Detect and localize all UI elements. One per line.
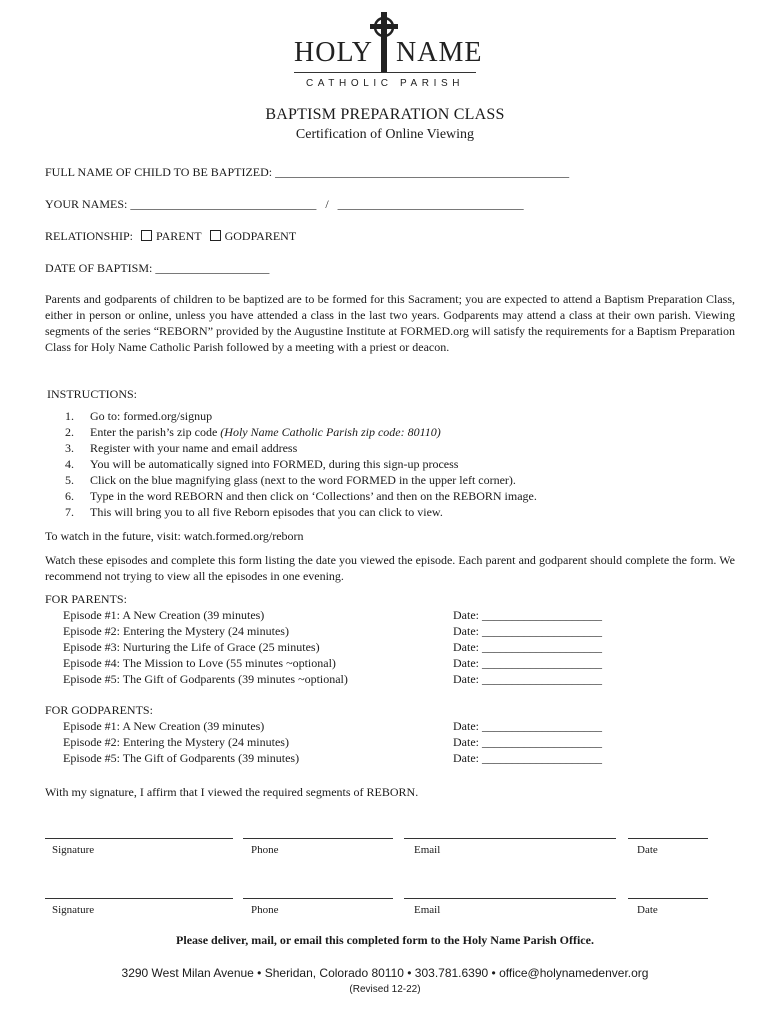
logo-subtitle: CATHOLIC PARISH [305,78,465,89]
date-label-1: Date [637,844,658,856]
date-of-baptism-field[interactable]: DATE OF BAPTISM: ___________________ [45,261,270,275]
parent-episode-list [63,607,348,687]
date-label-2: Date [637,904,658,916]
instruction-step [65,440,537,456]
episode-date-field[interactable]: Date: ____________________ [453,672,602,686]
intro-paragraph: Parents and godparents of children to be baptized are to be formed for this Sacrament; you are expected to attend a Baptism Preparation Class, either in person or online, unless you have attended a class in the last two years. Godparents may attend a class at their own parish. Viewing segments of the series “REBORN” provided by the Augustine Institute at FORMED.org will satisfy the requirements for a Baptism Preparation Class for Holy Name Catholic Parish followed by a meeting with a priest or deacon. [45,292,735,354]
parish-address: 3290 West Milan Avenue • Sheridan, Colorado 80110 • 303.781.6390 • office@holynamedenver.org [121,966,649,980]
page-subtitle: Certification of Online Viewing [295,127,475,142]
watch-future-text: To watch in the future, visit: watch.formed.org/reborn [45,529,304,543]
godparent-option-label: GODPARENT [224,229,297,243]
phone-line-2[interactable] [243,898,393,899]
step-text: Enter the parish’s zip code [90,425,221,439]
step-number: 3. [65,441,74,455]
step-italic-text: (Holy Name Catholic Parish zip code: 80110) [220,425,441,439]
step-text: Register with your name and email address [90,441,298,455]
godparent-date-list [453,718,602,766]
page-title: BAPTISM PREPARATION CLASS [265,106,505,123]
episode-item: Episode #5: The Gift of Godparents (39 minutes) [63,751,300,765]
logo-rule [294,72,476,73]
episode-item: Episode #1: A New Creation (39 minutes) [63,719,265,733]
step-number: 7. [65,505,74,519]
child-name-field[interactable]: FULL NAME OF CHILD TO BE BAPTIZED: _________________________________________________ [45,165,570,179]
step-text: Go to: formed.org/signup [90,409,213,423]
parish-logo [290,10,483,90]
godparents-heading: FOR GODPARENTS: [45,703,153,717]
email-label-1: Email [414,844,441,856]
step-number: 4. [65,457,74,471]
email-label-2: Email [414,904,441,916]
episode-date-field[interactable]: Date: ____________________ [453,656,602,670]
instruction-step [65,504,537,520]
email-line-1[interactable] [404,838,616,839]
episode-item: Episode #5: The Gift of Godparents (39 minutes ~optional) [63,672,348,686]
episode-date-field[interactable]: Date: ____________________ [453,751,602,765]
signature-line-2[interactable] [45,898,233,899]
date-line-2[interactable] [628,898,708,899]
phone-label-1: Phone [251,844,279,856]
logo-word-name: NAME [396,37,483,68]
logo-word-holy: HOLY [294,37,373,68]
step-text: This will bring you to all five Reborn episodes that you can click to view. [90,505,443,519]
watch-paragraph: Watch these episodes and complete this form listing the date you viewed the episode. Each parent and godparent should complete the form. We recommend not trying to view all the episodes in one evening. [45,553,735,583]
revision-note: (Revised 12-22) [349,984,421,995]
instruction-step [65,424,537,440]
email-line-2[interactable] [404,898,616,899]
instruction-step [65,408,537,424]
episode-date-field[interactable]: Date: ____________________ [453,640,602,654]
godparent-episode-list [63,718,299,766]
instruction-step [65,456,537,472]
instructions-heading: INSTRUCTIONS: [47,387,138,401]
phone-label-2: Phone [251,904,279,916]
episode-item: Episode #4: The Mission to Love (55 minutes ~optional) [63,656,336,670]
instruction-step [65,472,537,488]
signature-label-1: Signature [52,844,95,856]
step-text: You will be automatically signed into FORMED, during this sign-up process [90,457,459,471]
step-number: 1. [65,409,74,423]
parent-date-list [453,607,602,687]
step-number: 2. [65,425,74,439]
parent-option-label: PARENT [156,229,202,243]
step-text: Click on the blue magnifying glass (next to the word FORMED in the upper left corner). [90,473,516,487]
signature-label-2: Signature [52,904,95,916]
episode-date-field[interactable]: Date: ____________________ [453,719,602,733]
episode-item: Episode #2: Entering the Mystery (24 minutes) [63,735,289,749]
date-line-1[interactable] [628,838,708,839]
episode-item: Episode #3: Nurturing the Life of Grace (25 minutes) [63,640,320,654]
step-number: 6. [65,489,74,503]
deliver-instructions: Please deliver, mail, or email this completed form to the Holy Name Parish Office. [176,933,594,947]
affirmation-text: With my signature, I affirm that I viewed the required segments of REBORN. [45,785,419,799]
step-number: 5. [65,473,74,487]
godparent-checkbox[interactable] [210,230,221,241]
episode-item: Episode #2: Entering the Mystery (24 minutes) [63,624,289,638]
phone-line-1[interactable] [243,838,393,839]
episode-date-field[interactable]: Date: ____________________ [453,735,602,749]
signature-line-1[interactable] [45,838,233,839]
parents-heading: FOR PARENTS: [45,592,127,606]
relationship-label: RELATIONSHIP: [45,229,134,243]
episode-date-field[interactable]: Date: ____________________ [453,608,602,622]
episode-date-field[interactable]: Date: ____________________ [453,624,602,638]
step-text: Type in the word REBORN and then click on ‘Collections’ and then on the REBORN image. [90,489,537,503]
instruction-step [65,488,537,504]
your-names-field[interactable]: YOUR NAMES: _______________________________ / _______________________________ [45,197,524,211]
instructions-list [65,408,537,520]
parent-checkbox[interactable] [141,230,152,241]
episode-item: Episode #1: A New Creation (39 minutes) [63,608,265,622]
relationship-row [45,228,296,244]
